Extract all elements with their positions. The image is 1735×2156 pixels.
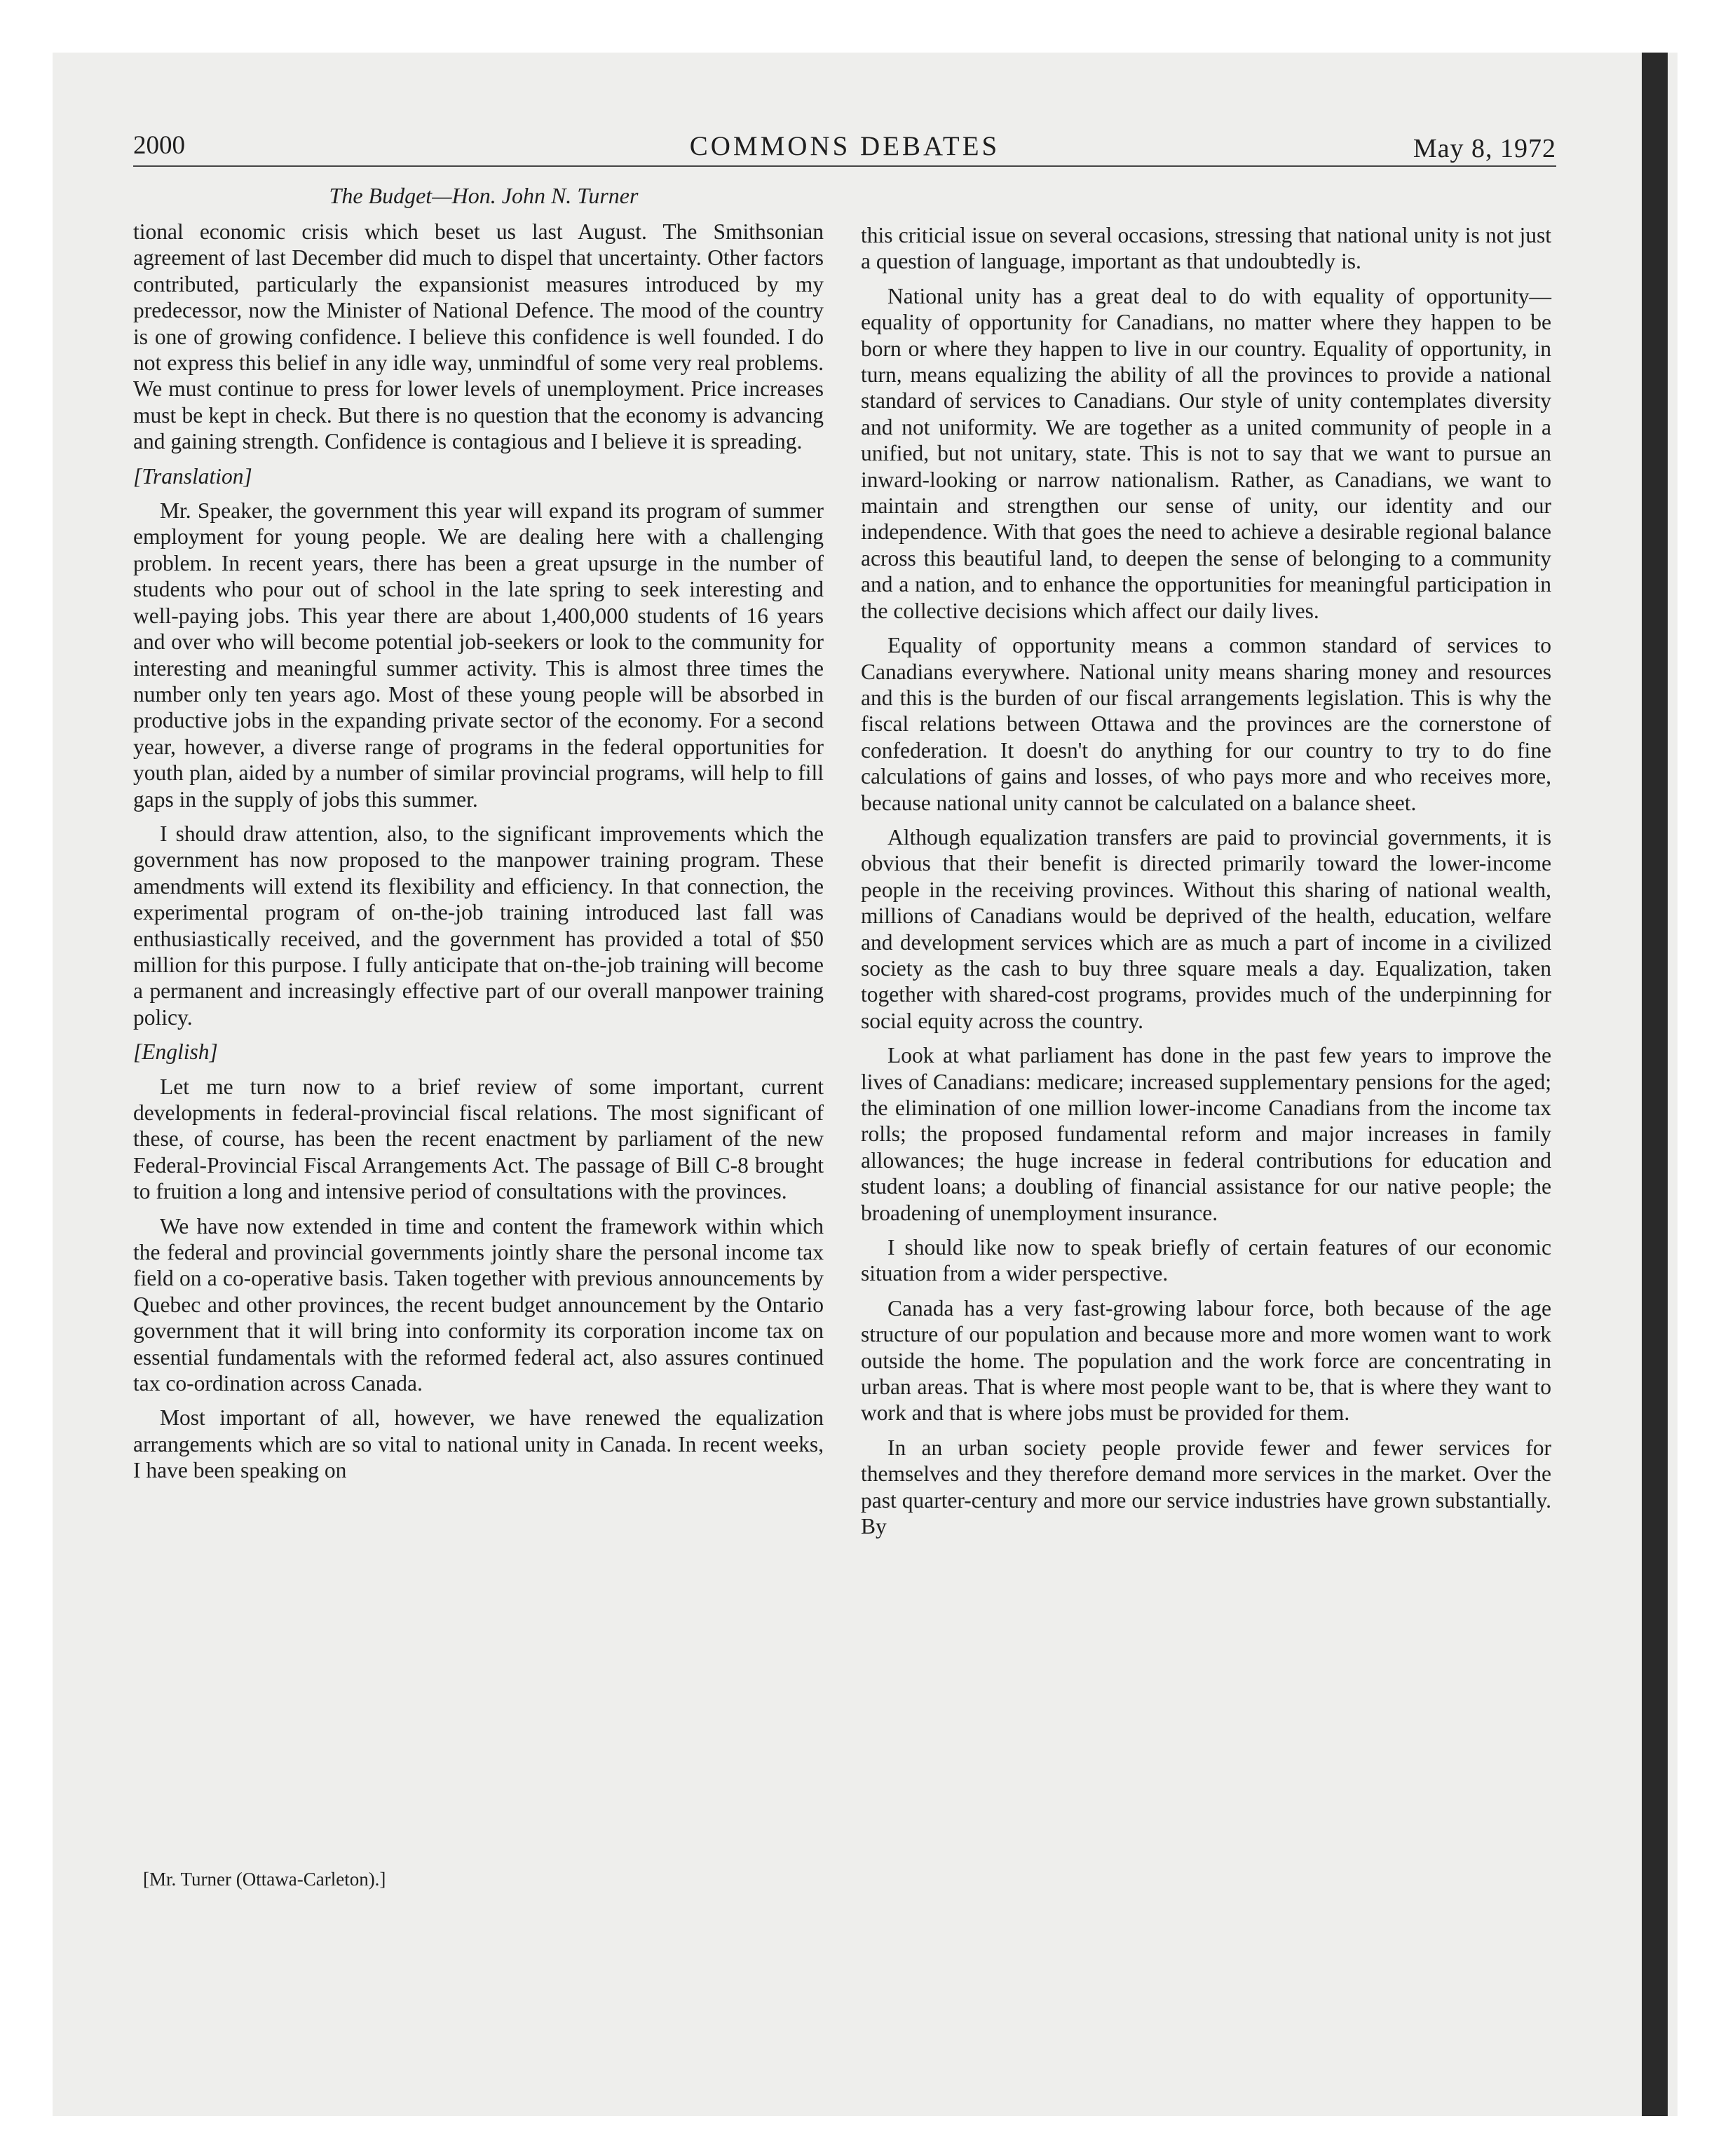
left-column [133, 219, 824, 1492]
right-column [861, 222, 1551, 1548]
paragraph: We have now extended in time and content the framework within which the federal and provincial governments jointly share the personal income tax field on a co-operative basis. Taken together with previous announcements by Quebec and other provinces, the recent budget announcement by the Ontario government that it will bring into conformity its corporation income tax on essential fundamentals with the reformed federal act, also assures continued tax co-ordination across Canada. [133, 1213, 824, 1396]
issue-date: May 8, 1972 [1413, 134, 1556, 163]
paragraph: Mr. Speaker, the government this year will expand its program of summer employment for young people. We are dealing here with a challenging problem. In recent years, there has been a great upsurge in the number of students who pour out of school in the late spring to seek interesting and well-paying jobs. This year there are about 1,400,000 students of 16 years and over who will become potential job-seekers or look to the community for interesting and meaningful summer activity. This is almost three times the number only ten years ago. Most of these young people will be absorbed in productive jobs in the expanding private sector of the economy. For a second year, however, a diverse range of programs in the federal opportunities for youth plan, aided by a number of similar provincial programs, will help to fill gaps in the supply of jobs this summer. [133, 498, 824, 812]
speaker-attribution: [Mr. Turner (Ottawa-Carleton).] [143, 1869, 386, 1890]
paragraph: In an urban society people provide fewer and fewer services for themselves and they therefore demand more services in the market. Over the past quarter-century and more our service industries have grown substantially. By [861, 1435, 1551, 1539]
paragraph: I should like now to speak briefly of certain features of our economic situation from a wider perspective. [861, 1235, 1551, 1286]
paragraph: Let me turn now to a brief review of some important, current developments in federal-provincial fiscal relations. The most significant of these, of course, has been the recent enactment by parliament of the new Federal-Provincial Fiscal Arrangements Act. The passage of Bill C-8 brought to fruition a long and intensive period of consultations with the provinces. [133, 1074, 824, 1204]
paragraph: Although equalization transfers are paid to provincial governments, it is obvious that their benefit is directed primarily toward the lower-income people in the receiving provinces. Without this sharing of national wealth, millions of Canadians would be deprived of the health, education, welfare and development services which are as much a part of income in a civilized society as the cash to buy three square meals a day. Equalization, taken together with shared-cost programs, provides much of the underpinning for social equity across the country. [861, 824, 1551, 1033]
language-tag-english: [English] [133, 1039, 218, 1065]
paragraph: this criticial issue on several occasions, stressing that national unity is not just a question of language, important as that undoubtedly is. [861, 223, 1551, 274]
page-header [133, 126, 1556, 167]
paragraph: Look at what parliament has done in the past few years to improve the lives of Canadians: medicare; increased supplementary pensions for the aged; the elimination of one million lower-income Canadians from the income tax rolls; the proposed fundamental reform and major increases in family allowances; the huge increase in federal contributions for education and student loans; a doubling of financial assistance for our native people; the broadening of unemployment insurance. [861, 1043, 1551, 1225]
running-subhead: The Budget—Hon. John N. Turner [329, 183, 639, 208]
scan-edge-shadow [1642, 53, 1668, 2116]
paragraph: Canada has a very fast-growing labour force, both because of the age structure of our population and because more and more women want to work outside the home. The population and the work force are concentrating in urban areas. That is where most people want to be, that is where they want to work and that is where jobs must be provided for them. [861, 1295, 1551, 1426]
page-number: 2000 [133, 131, 185, 160]
paragraph: National unity has a great deal to do with equality of opportunity—equality of opportunity for Canadians, no matter where they happen to be born or where they happen to live in our country. Equality of opportunity, in turn, means equalizing the ability of all the provinces to provide a national standard of services to Canadians. Our style of unity contemplates diversity and not uniformity. We are together as a united community of people in a unified, but not unitary, state. This is not to say that we want to pursue an inward-looking or narrow nationalism. Rather, as Canadians, we want to maintain and strengthen our sense of unity, our identity and our independence. With that goes the need to achieve a desirable regional balance across this beautiful land, to deepen the sense of belonging to a community and a nation, and to enhance the opportunities for meaningful participation in the collective decisions which affect our daily lives. [861, 283, 1551, 623]
journal-title: COMMONS DEBATES [689, 131, 1000, 161]
paragraph: I should draw attention, also, to the significant improvements which the government has now proposed to the manpower training program. These amendments will extend its flexibility and efficiency. In that connection, the experimental program of on-the-job training introduced last fall was enthusiastically received, and the government has provided a total of $50 million for this purpose. I fully anticipate that on-the-job training will become a permanent and increasingly effective part of our overall manpower training policy. [133, 821, 824, 1030]
paragraph: tional economic crisis which beset us last August. The Smithsonian agreement of last December did much to dispel that uncertainty. Other factors contributed, particularly the expansionist measures introduced by my predecessor, now the Minister of National Defence. The mood of the country is one of growing confidence. I believe this confidence is well founded. I do not express this belief in any idle way, unmindful of some very real problems. We must continue to press for lower levels of unemployment. Price increases must be kept in check. But there is no question that the economy is advancing and gaining strength. Confidence is contagious and I believe it is spreading. [133, 219, 824, 454]
paragraph: Most important of all, however, we have renewed the equalization arrangements which are so vital to national unity in Canada. In recent weeks, I have been speaking on [133, 1405, 824, 1483]
language-tag-translation: [Translation] [133, 463, 252, 489]
paragraph: Equality of opportunity means a common standard of services to Canadians everywhere. National unity means sharing money and resources and this is the burden of our fiscal arrangements legislation. This is why the fiscal relations between Ottawa and the provinces are the cornerstone of confederation. It doesn't do anything for our country to try to do fine calculations of gains and losses, of who pays more and who receives more, because national unity cannot be calculated on a balance sheet. [861, 633, 1551, 815]
